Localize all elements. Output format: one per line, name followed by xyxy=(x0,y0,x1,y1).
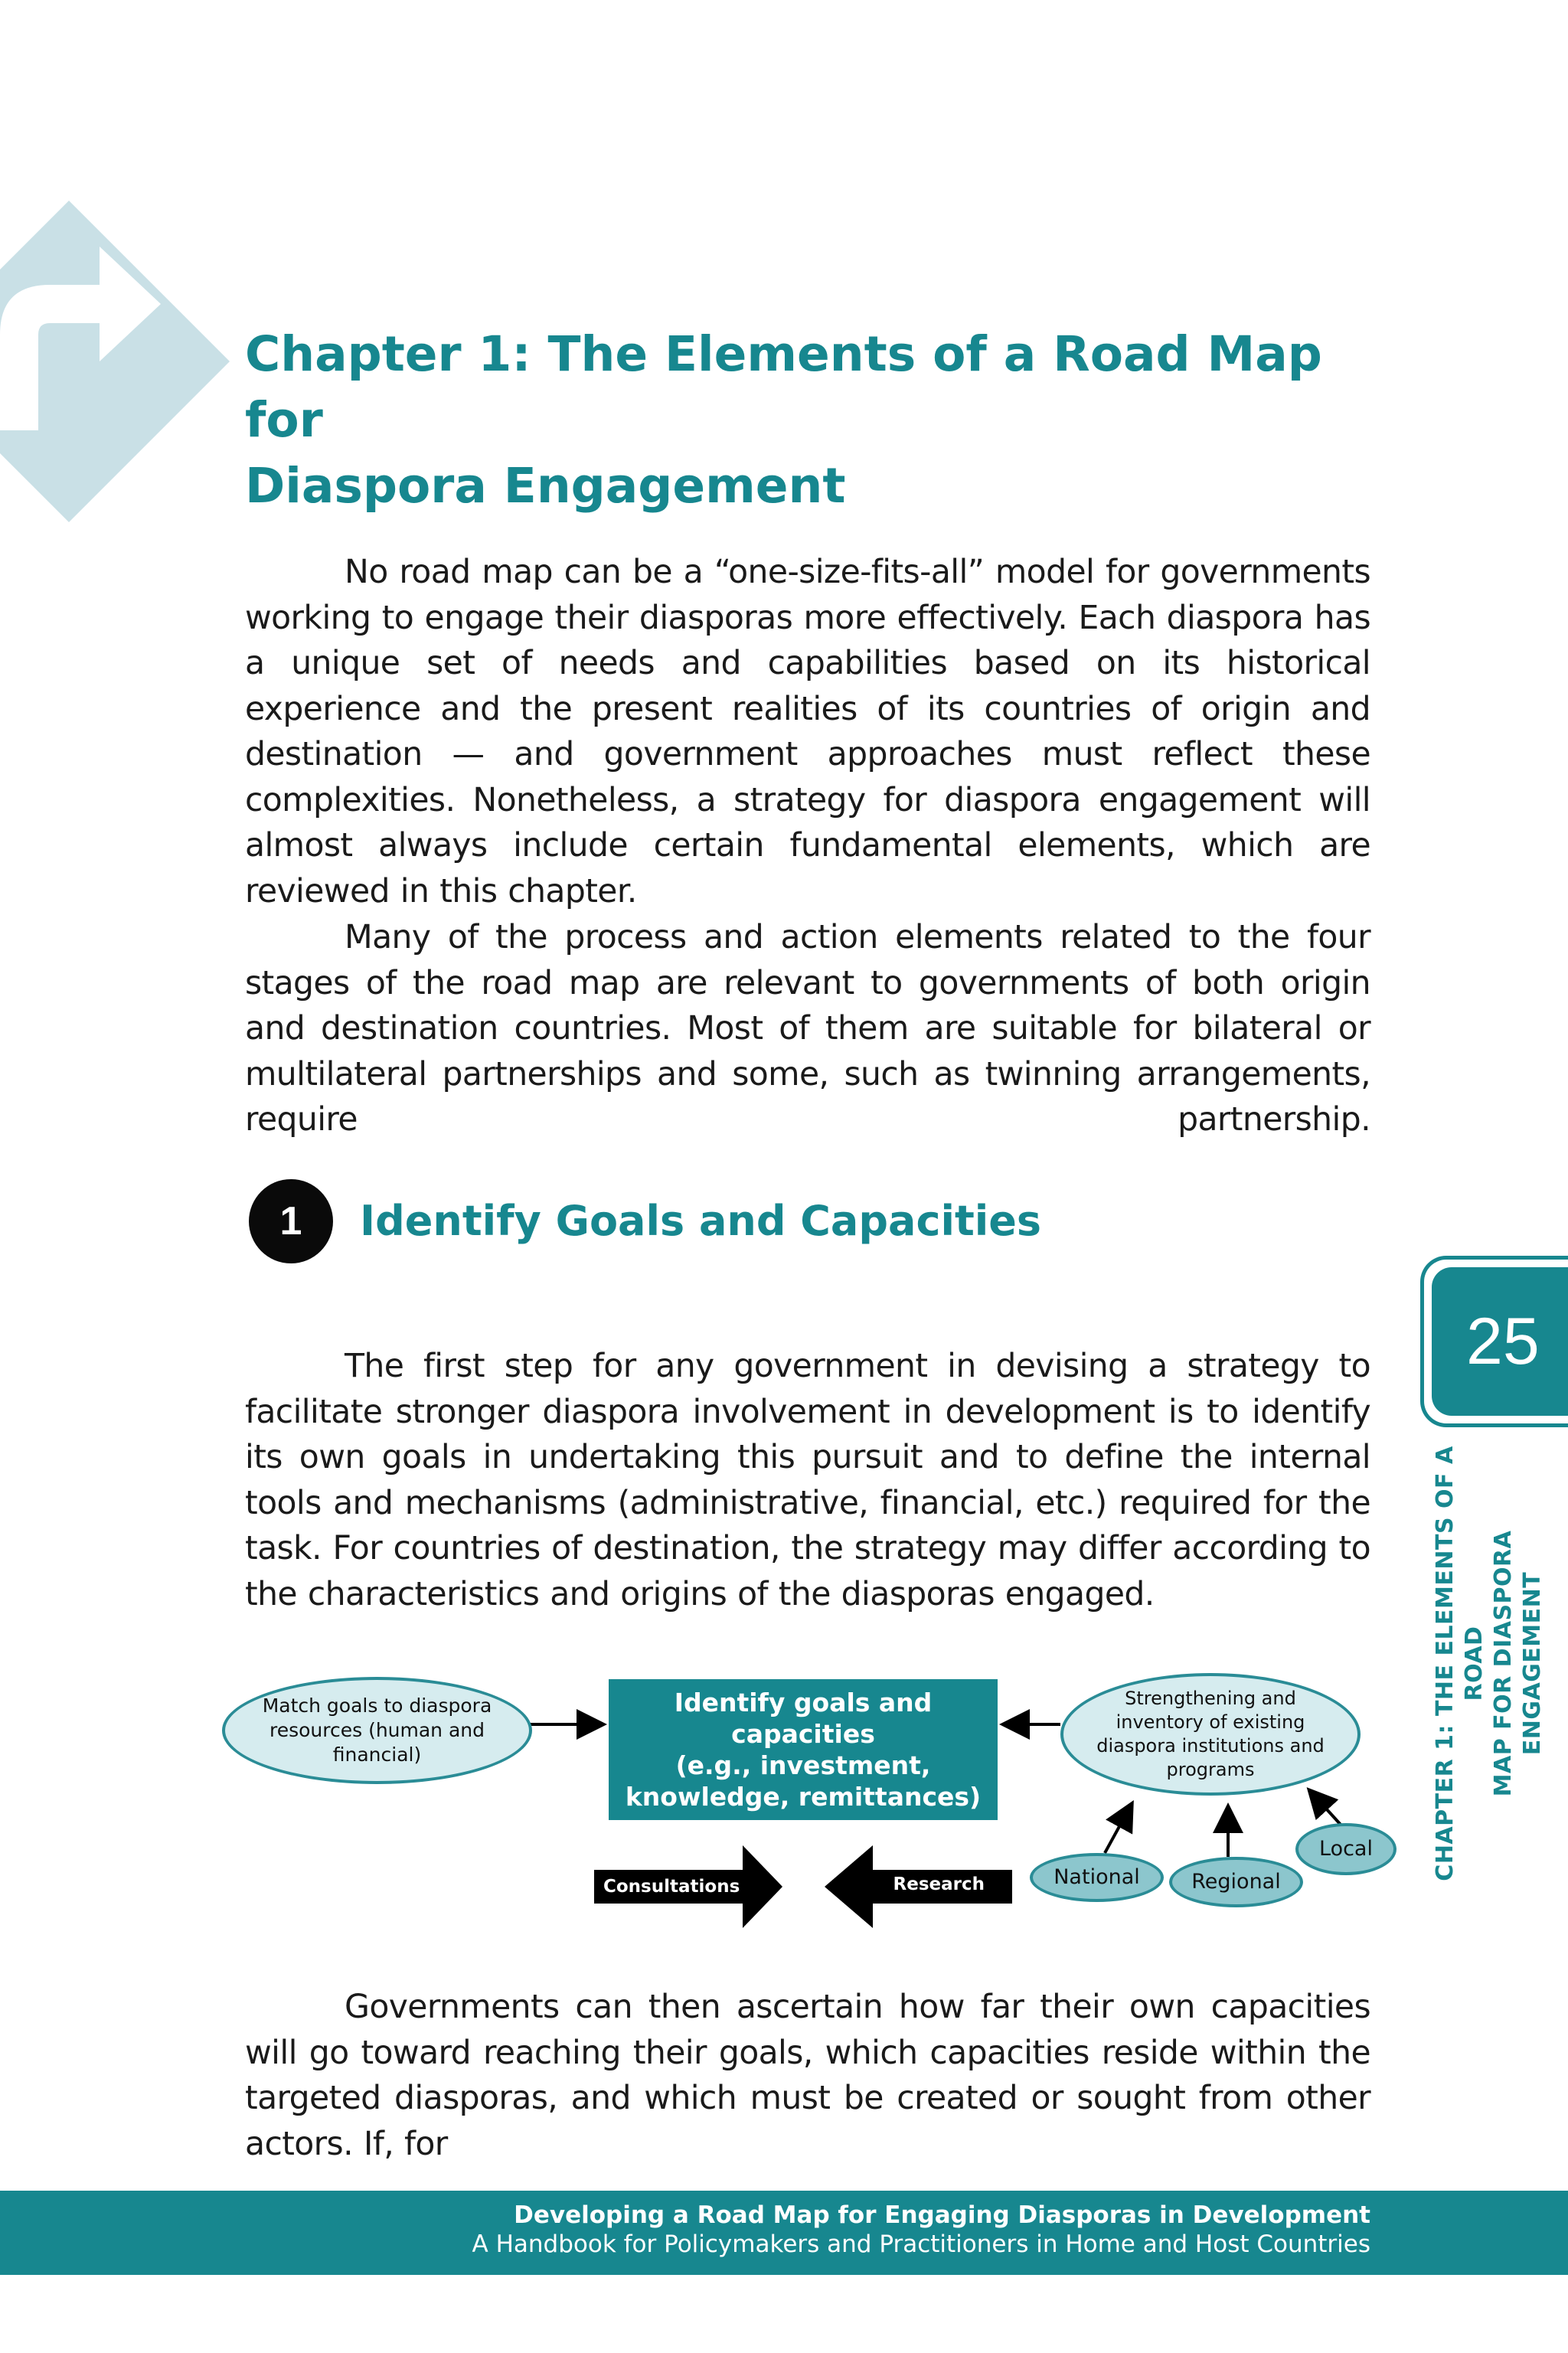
strengthening-line-1: Strengthening and xyxy=(1125,1688,1296,1709)
center-box-line-3: knowledge, remittances) xyxy=(625,1782,982,1812)
match-goals-line-3: financial) xyxy=(332,1744,422,1766)
strengthening-line-4: programs xyxy=(1166,1759,1255,1780)
side-running-head-line-1: CHAPTER 1: THE ELEMENTS OF A ROAD xyxy=(1432,1446,1488,1881)
center-box-line-2: (e.g., investment, xyxy=(675,1750,931,1780)
footer-book-title: Developing a Road Map for Engaging Diasporas in Development xyxy=(514,2201,1370,2229)
arrow-national-up xyxy=(1105,1806,1131,1853)
consultations-label: Consultations xyxy=(597,1875,740,1898)
section-paragraph-2: Governments can then ascertain how far their own capacities will go toward reaching their goals, which capacities reside within the targeted diasporas, and which must be created or sought from other actors. If, for xyxy=(245,1989,1370,2163)
chapter-title-line-1: Chapter 1: The Elements of a Road Map for xyxy=(245,326,1322,448)
strengthening-line-2: inventory of existing xyxy=(1116,1711,1305,1733)
match-goals-line-1: Match goals to diaspora xyxy=(262,1694,492,1717)
section-paragraph-1: The first step for any government in devising a strategy to facilitate stronger diaspora involvement in development is to identify its own goals in undertaking this pursuit and to define the internal tools and mechanisms (administrative, financial, etc.) required for the task. For countries of destination, the strategy may differ according to the characteristics and origins of the diasporas engaged. xyxy=(245,1348,1370,1613)
step-number-badge: 1 xyxy=(249,1179,333,1263)
section-title: Identify Goals and Capacities xyxy=(360,1197,1042,1245)
match-goals-line-2: resources (human and xyxy=(269,1719,485,1741)
regional-ellipse: Regional xyxy=(1169,1857,1303,1907)
side-running-head-line-2: MAP FOR DIASPORA ENGAGEMENT xyxy=(1490,1530,1546,1797)
local-ellipse: Local xyxy=(1295,1823,1396,1875)
national-ellipse: National xyxy=(1030,1853,1164,1902)
research-label: Research xyxy=(880,1873,1009,1896)
chapter-title-line-2: Diaspora Engagement xyxy=(245,458,846,514)
center-box-line-1: Identify goals and capacities xyxy=(674,1688,933,1749)
intro-paragraph-1: No road map can be a “one-size-fits-all” model for governments working to engage their diasporas more effectively. Each diaspora has a unique set of needs and capabilities based on its historical experience and the present realities of its countries of origin and destination — and government approaches must reflect these complexities. Nonetheless, a strategy for diaspora engagement will almost always include certain fundamental elements, which are reviewed in this chapter. xyxy=(245,554,1370,910)
match-goals-ellipse xyxy=(222,1677,532,1784)
strengthening-ellipse xyxy=(1060,1673,1361,1796)
identify-goals-box xyxy=(609,1679,998,1820)
arrow-local-up xyxy=(1311,1792,1341,1825)
footer-book-subtitle: A Handbook for Policymakers and Practitioners in Home and Host Countries xyxy=(472,2230,1370,2258)
strengthening-line-3: diaspora institutions and xyxy=(1096,1735,1325,1757)
intro-paragraph-2: Many of the process and action elements related to the four stages of the road map are relevant to governments of both origin and destination countries. Most of them are suitable for bilateral or multilateral partnerships and some, such as twinning arrangements, require partnership. xyxy=(245,919,1370,1139)
page-number: 25 xyxy=(1432,1267,1568,1416)
